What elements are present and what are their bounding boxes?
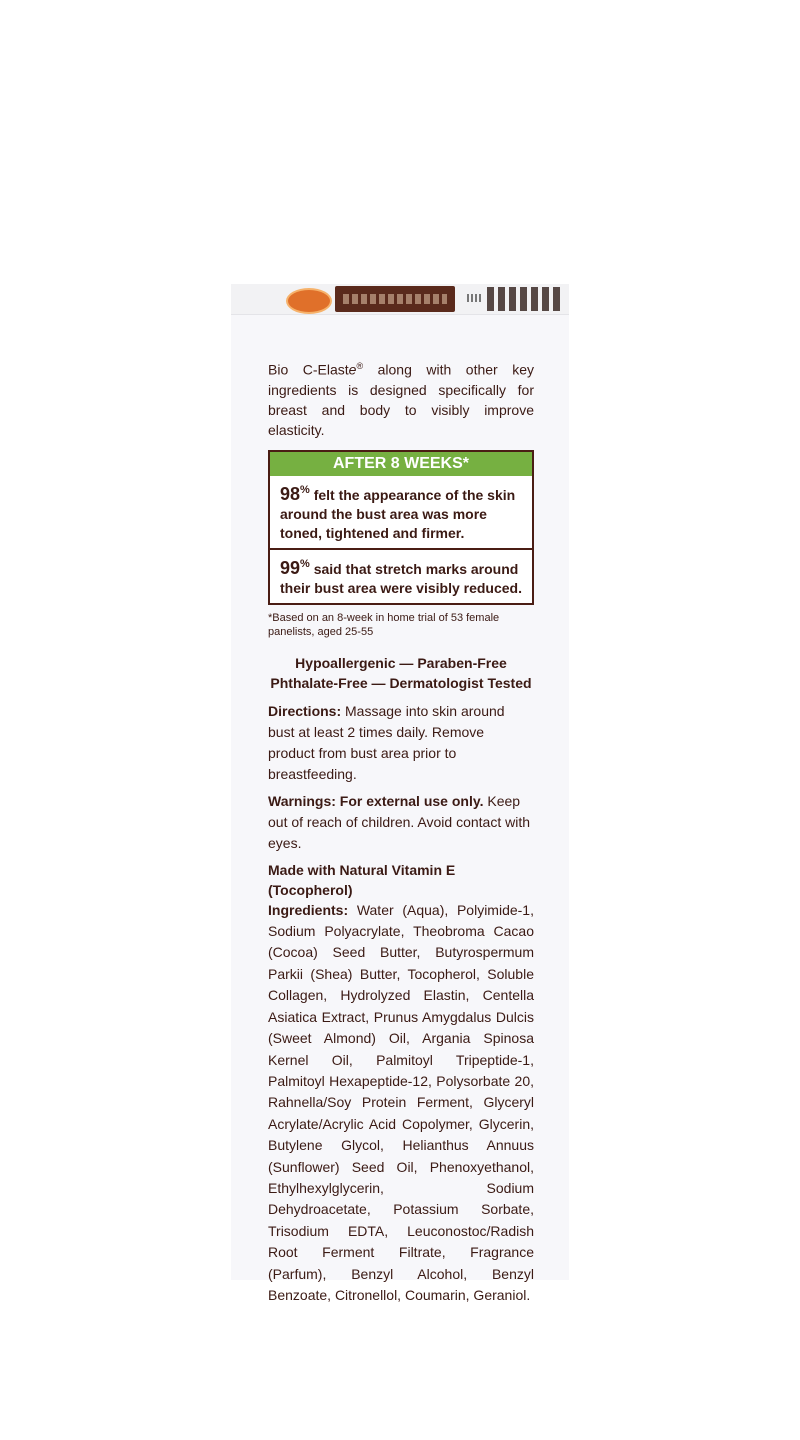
stat-stretch-marks <box>270 548 532 603</box>
registered-mark: ® <box>356 361 364 371</box>
intro-text: along with other key ingredients is designed specifically for breast and body to visibly improve elasticity. <box>268 361 534 438</box>
stat1-number <box>280 484 310 504</box>
stat2-number <box>280 558 310 578</box>
stat2-percent: % <box>300 557 310 570</box>
footnote: *Based on an 8-week in home trial of 53 female panelists, aged 25-55 <box>268 611 500 638</box>
directions <box>268 701 534 785</box>
stat2-text: said that stretch marks around their bust area were visibly reduced. <box>280 560 522 596</box>
intro-brand: Bio C-Elast <box>268 361 349 378</box>
panel-text <box>268 356 534 1306</box>
ingredients-label: Ingredients: <box>268 901 349 918</box>
package-top-edge <box>231 284 569 315</box>
stat2-value: 99 <box>280 557 301 578</box>
stat-firmness <box>270 476 532 548</box>
warnings <box>268 791 534 854</box>
warnings-text: Keep out of reach of children. Avoid contact with eyes. <box>268 792 531 851</box>
stat1-value: 98 <box>280 483 301 504</box>
claims <box>268 653 534 693</box>
results-box <box>268 450 534 605</box>
size-mark <box>467 294 481 302</box>
results-header: AFTER 8 WEEKS* <box>270 452 532 476</box>
warnings-label: Warnings: For external use only. <box>268 792 484 809</box>
brand-logo <box>286 288 332 314</box>
ingredients-text: Water (Aqua), Polyimide-1, Sodium Polyacrylate, Theobroma Cacao (Cocoa) Seed Butter, Butyrospermum Parkii (Shea) Butter, Tocopherol, Soluble Collagen, Hydrolyzed Elastin, Centella Asiatica Extract, Prunus Amygdalus Dulcis (Sweet Almond) Oil, Argania Spinosa Kernel Oil, Palmitoyl Tripeptide-1, Palmitoyl Hexapeptide-12, Polysorbate 20, Rahnella/Soy Protein Ferment, Glyceryl Acrylate/Acrylic Acid Copolymer, Glycerin, Butylene Glycol, Helianthus Annuus (Sunflower) Seed Oil, Phenoxyethanol, Ethylhexylglycerin, Sodium Dehydroacetate, Potassium Sorbate, Trisodium EDTA, Leuconostoc/Radish Root Ferment Filtrate, Fragrance (Parfum), Benzyl Alcohol, Benzyl Benzoate, Citronellol, Coumarin, Geraniol. <box>268 901 534 1303</box>
stat1-percent: % <box>300 483 310 496</box>
directions-label: Directions: <box>268 702 342 719</box>
directions-text: Massage into skin around bust at least 2 times daily. Remove product from bust area prior to breastfeeding. <box>268 702 505 782</box>
intro-brand-italic: e <box>348 361 357 378</box>
vitamin-line: Made with Natural Vitamin E (Tocopherol) <box>268 861 456 898</box>
intro-paragraph <box>268 356 534 440</box>
claims-line-1: Hypoallergenic — Paraben-Free <box>295 654 507 671</box>
claims-line-2: Phthalate-Free — Dermatologist Tested <box>270 674 532 691</box>
ingredients <box>268 900 534 1307</box>
stat1-text: felt the appearance of the skin around the bust area was more toned, tightened and firmer. <box>280 486 516 541</box>
product-name-edge <box>487 287 561 311</box>
brand-name-band <box>335 286 455 312</box>
